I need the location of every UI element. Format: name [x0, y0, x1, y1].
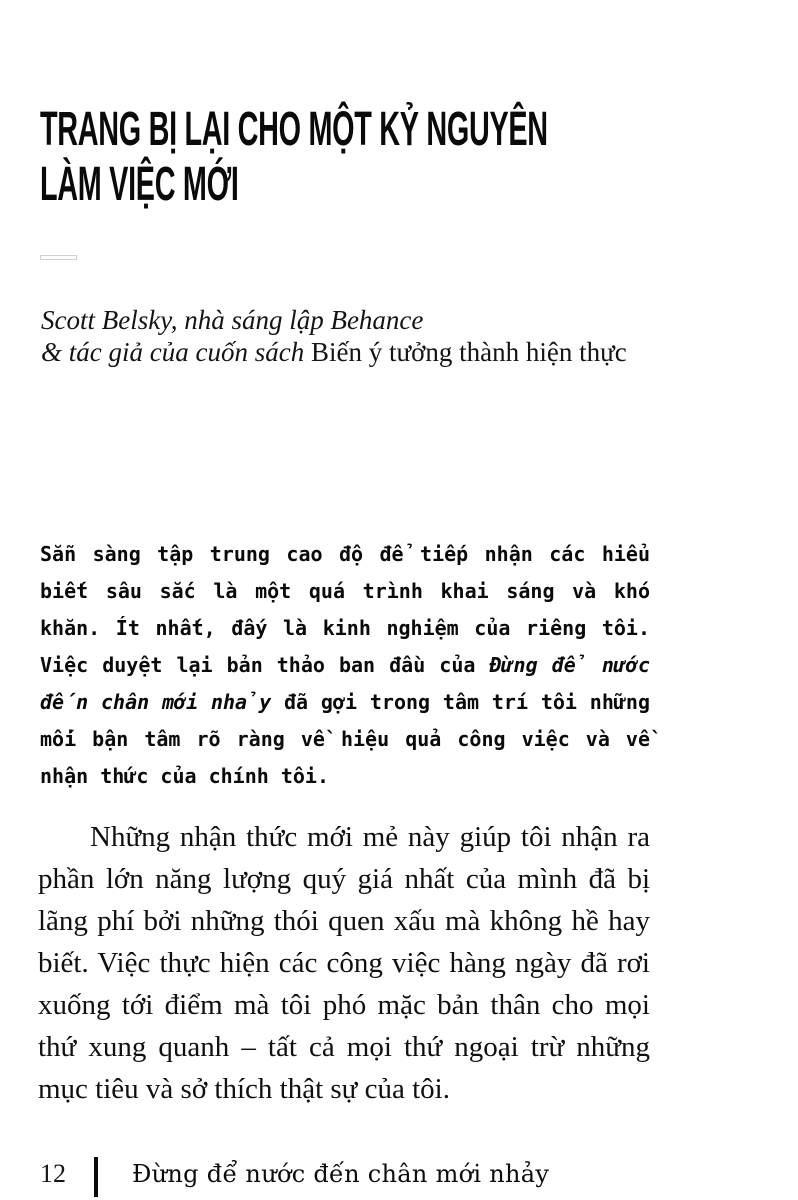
author-role-text: & tác giả của cuốn sách: [41, 337, 311, 367]
page-number: 12: [40, 1159, 66, 1188]
chapter-title-line1: TRANG BỊ LẠI CHO MỘT KỶ NGUYÊN: [40, 103, 548, 156]
author-attribution: [41, 304, 627, 368]
paragraph-serif: Những nhận thức mới mẻ này giúp tôi nhận ra phần lớn năng lượng quý giá nhất của mình đã bị lãng phí bởi những thói quen xấu mà không hề hay biết. Việc thực hiện các công việc hàng ngày đã rơi xuống tới điểm mà tôi phó mặc bản thân cho mọi thứ xung quanh – tất cả mọi thứ ngoại trừ những mục tiêu và sở thích thật sự của tôi.: [38, 821, 650, 1105]
page-footer: [40, 1150, 549, 1198]
running-book-title: Đừng để nước đến chân mới nhảy: [132, 1160, 550, 1188]
chapter-title: [40, 102, 548, 212]
paragraph-typewriter: [40, 536, 650, 795]
paragraph1-part1: Sẵn sàng tập trung cao độ để tiếp nhận các hiểu biết sâu sắc là một quá trình khai sáng và khó khăn. Ít nhất, đấy là kinh nghiệm của riêng tôi. Việc duyệt lại bản thảo ban đầu của: [40, 542, 650, 677]
paragraph1-book-title: Đừng để nước đến chân mới nhảy: [40, 653, 650, 714]
double-bar-separator-icon: [94, 1157, 98, 1197]
referenced-book-title: Biến ý tưởng thành hiện thực: [310, 337, 627, 367]
chapter-title-line2: LÀM VIỆC MỚI: [40, 158, 239, 211]
author-role-line: [41, 336, 627, 368]
paragraph1-part2: đã gợi trong tâm trí tôi những mối bận tâm rõ ràng về hiệu quả công việc và về nhận thức của chính tôi.: [40, 690, 650, 788]
section-divider: [40, 255, 77, 260]
author-name-line: Scott Belsky, nhà sáng lập Behance: [41, 305, 424, 335]
